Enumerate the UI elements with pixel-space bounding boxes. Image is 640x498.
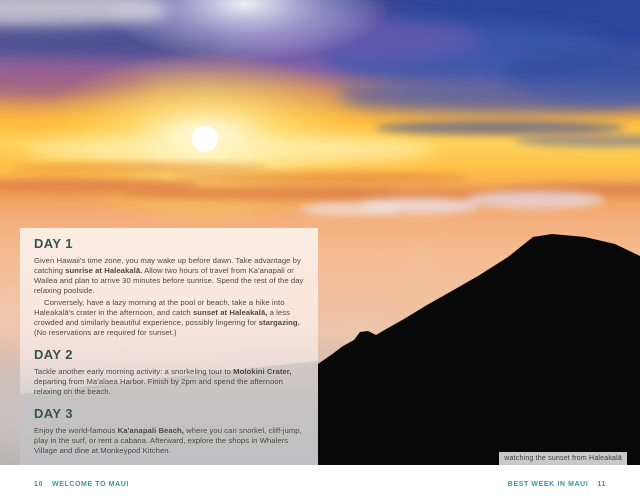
- photo-caption: watching the sunset from Haleakalā: [499, 452, 627, 465]
- day-2-paragraph-1: Tackle another early morning activity: a snorkeling tour to Molokini Crater, departing from Ma'alaea Harbor. Finish by 2pm and spend the afternoon relaxing on the beach.: [34, 367, 292, 396]
- day-1-section: [34, 236, 308, 338]
- right-page-number: 11: [597, 481, 606, 488]
- left-section-label: WELCOME TO MAUI: [52, 481, 129, 488]
- footer-left: [34, 473, 129, 491]
- day-2-heading: DAY 2: [34, 347, 73, 362]
- page-footer: [0, 465, 640, 498]
- day-3-heading: DAY 3: [34, 406, 73, 421]
- left-page-number: 10: [34, 481, 43, 488]
- day-3-section: [34, 406, 308, 456]
- itinerary-panel: [20, 228, 318, 465]
- footer-right: [508, 473, 606, 491]
- day-1-paragraph-2: Conversely, have a lazy morning at the pool or beach, take a hike into Haleakalā's crater in the afternoon, and catch sunset at Haleakalā, a less crowded and similarly beautiful experience, possibly lingering for stargazing. (No reservations are required for sunset.): [34, 298, 300, 337]
- day-2-section: [34, 347, 308, 397]
- day-1-heading: DAY 1: [34, 236, 73, 251]
- right-section-label: BEST WEEK IN MAUI: [507, 481, 589, 488]
- day-1-paragraph-1: Given Hawaii's time zone, you may wake up before dawn. Take advantage by catching sunrise at Haleakalā. Allow two hours of travel from Ka'anapali or Wailea and plan to arrive 30 minutes before sunrise. Spend the rest of the day relaxing poolside.: [34, 256, 304, 295]
- day-3-paragraph-1: Enjoy the world-famous Ka'anapali Beach, where you can snorkel, cliff-jump, play in the surf, or rent a cabana. Afterward, explore the shops in Whalers Village and dine at Monkeypod Kitchen.: [34, 426, 302, 455]
